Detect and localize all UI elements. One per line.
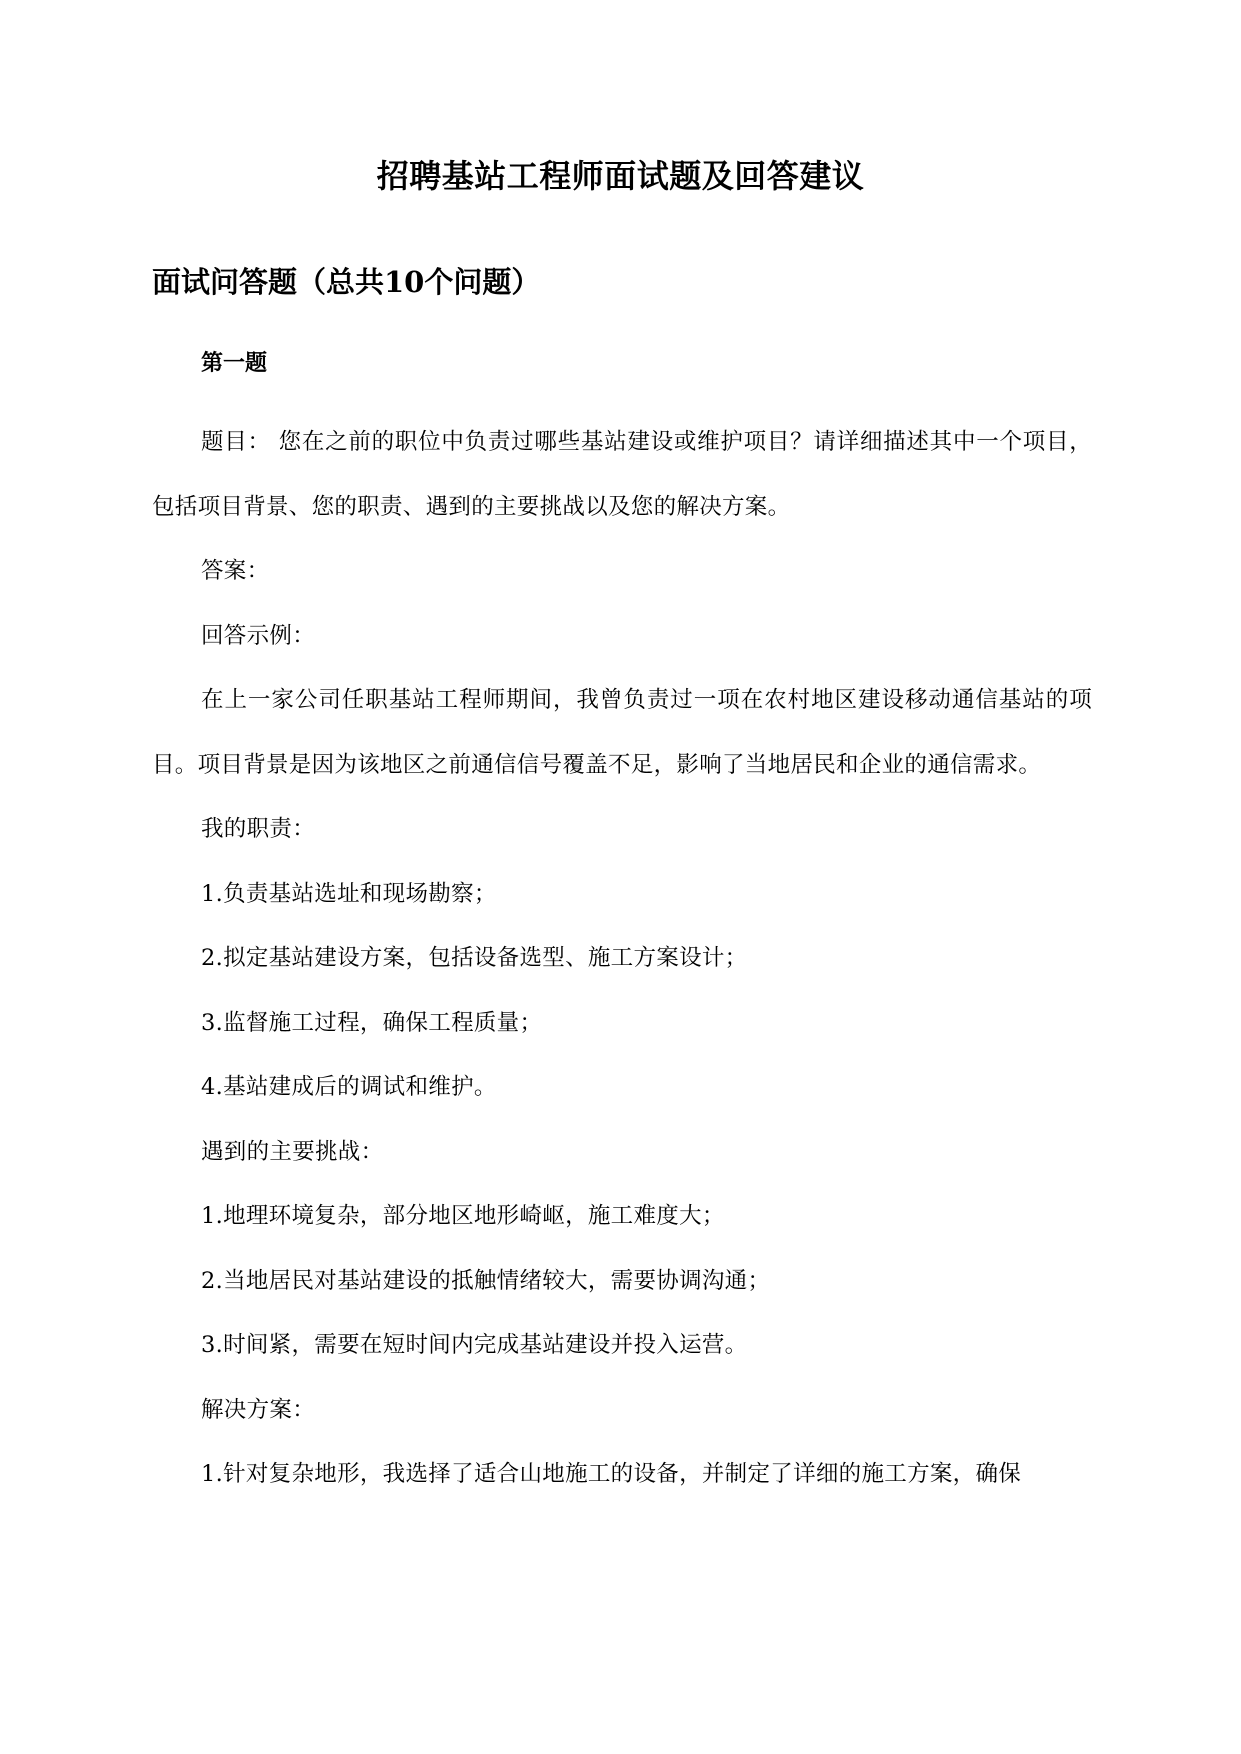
section-heading: 面试问答题（总共10个问题） bbox=[152, 265, 541, 299]
answer-label: 答案： bbox=[201, 558, 270, 584]
duties-label: 我的职责： bbox=[201, 816, 316, 842]
list-item: 4.基站建成后的调试和维护。 bbox=[201, 1074, 497, 1100]
example-label: 回答示例： bbox=[201, 622, 316, 649]
document-title: 招聘基站工程师面试题及回答建议 bbox=[376, 157, 865, 195]
list-item: 2.拟定基站建设方案，包括设备选型、施工方案设计； bbox=[201, 945, 748, 971]
list-item: 2.当地居民对基站建设的抵触情绪较大，需要协调沟通； bbox=[201, 1267, 771, 1294]
background-paragraph: 在上一家公司任职基站工程师期间，我曾负责过一项在农村地区建设移动通信基站的项目。项目背景是因为该地区之前通信信号覆盖不足，影响了当地居民和企业的通信需求。 bbox=[152, 687, 1092, 778]
list-item: 3.时间紧，需要在短时间内完成基站建设并投入运营。 bbox=[201, 1332, 748, 1358]
list-item: 1.负责基站选址和现场勘察； bbox=[201, 880, 497, 907]
solutions-label: 解决方案： bbox=[201, 1396, 316, 1423]
list-item: 1.地理环境复杂，部分地区地形崎岖，施工难度大； bbox=[201, 1203, 725, 1229]
document-body bbox=[152, 410, 1092, 1507]
list-item: 3.监督施工过程，确保工程质量； bbox=[201, 1009, 543, 1036]
challenges-label: 遇到的主要挑战： bbox=[201, 1138, 384, 1165]
question-heading: 第一题 bbox=[201, 350, 268, 376]
question-paragraph: 题目： 您在之前的职位中负责过哪些基站建设或维护项目？请详细描述其中一个项目，包括项目背景、您的职责、遇到的主要挑战以及您的解决方案。 bbox=[152, 429, 1092, 520]
list-item: 1.针对复杂地形，我选择了适合山地施工的设备，并制定了详细的施工方案，确保 bbox=[201, 1461, 1022, 1487]
